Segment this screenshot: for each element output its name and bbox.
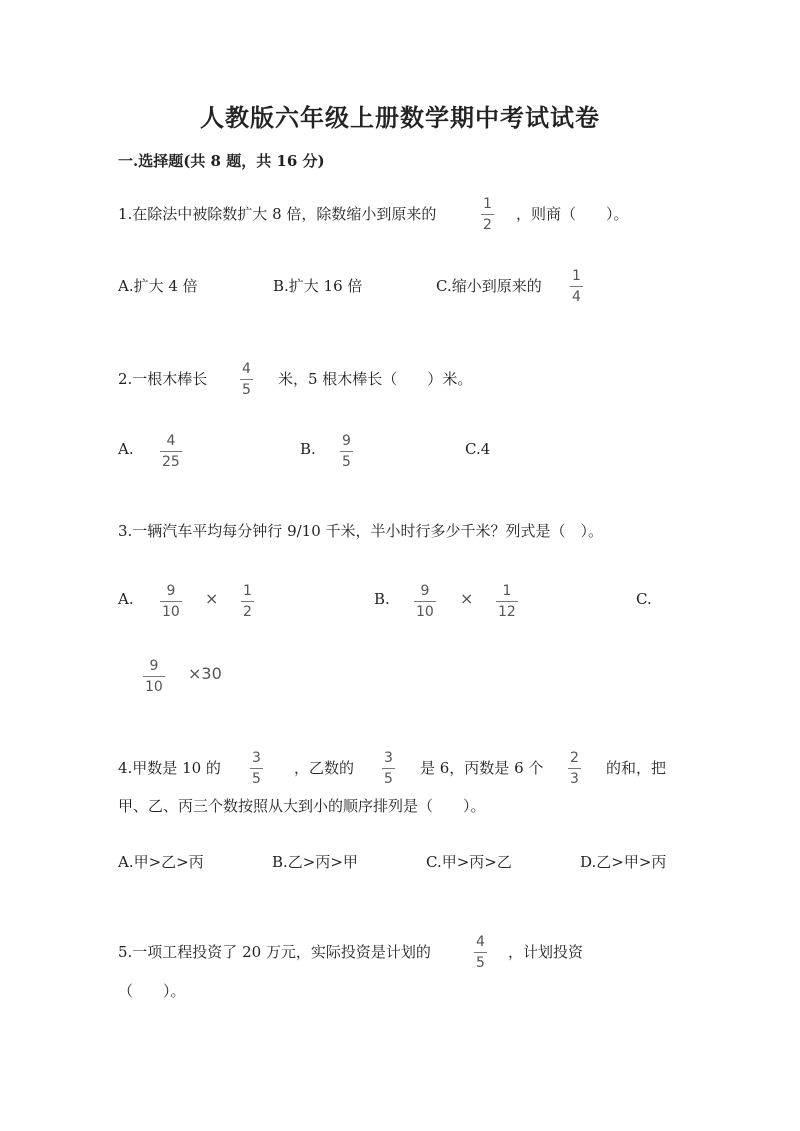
q4-fraction-2 bbox=[382, 751, 395, 786]
q1-frac-den: 2 bbox=[481, 214, 494, 232]
q4-text-b: ，乙数的 bbox=[294, 759, 355, 777]
q3-option-c[interactable]: C. bbox=[636, 590, 652, 608]
q2-optb-num: 9 bbox=[342, 433, 351, 449]
q4-option-a[interactable]: A.甲>乙>丙 bbox=[118, 853, 204, 871]
page-title: 人教版六年级上册数学期中考试试卷 bbox=[200, 103, 600, 132]
q1-option-c[interactable]: C.缩小到原来的 bbox=[436, 277, 542, 295]
q5-fraction bbox=[474, 935, 487, 970]
q4-frac3-num: 2 bbox=[570, 750, 579, 766]
q3-option-a-times: × bbox=[205, 589, 219, 608]
q4-text-a: 4.甲数是 10 的 bbox=[118, 759, 221, 777]
q3-optc-den: 10 bbox=[143, 676, 165, 694]
q1-frac-num: 1 bbox=[483, 196, 492, 212]
q5-frac-num: 4 bbox=[476, 934, 485, 950]
q3-opta-num2: 1 bbox=[243, 583, 252, 599]
q3-option-a[interactable]: A. bbox=[118, 590, 134, 608]
q3-option-c-fraction bbox=[143, 659, 165, 694]
q3-option-a-fraction-2 bbox=[241, 584, 254, 619]
q2-frac-den: 5 bbox=[240, 379, 253, 397]
q4-option-c[interactable]: C.甲>丙>乙 bbox=[426, 853, 512, 871]
q1-optc-num: 1 bbox=[572, 268, 581, 284]
q3-opta-den1: 10 bbox=[160, 601, 182, 619]
q1-text-a: 1.在除法中被除数扩大 8 倍，除数缩小到原来的 bbox=[118, 205, 437, 223]
q1-option-b[interactable]: B.扩大 16 倍 bbox=[273, 277, 363, 295]
q1-option-c-fraction bbox=[570, 269, 583, 304]
section-heading: 一.选择题(共 8 题，共 16 分) bbox=[118, 152, 325, 170]
q2-fraction bbox=[240, 362, 253, 397]
q2-option-a[interactable]: A. bbox=[118, 440, 134, 458]
q3-optb-den1: 10 bbox=[414, 601, 436, 619]
q2-frac-num: 4 bbox=[242, 361, 251, 377]
q3-text: 3.一辆汽车平均每分钟行 9/10 千米，半小时行多少千米？列式是（ ）。 bbox=[118, 522, 604, 540]
q4-frac3-den: 3 bbox=[568, 768, 581, 786]
q3-option-a-fraction-1 bbox=[160, 584, 182, 619]
q4-frac2-num: 3 bbox=[384, 750, 393, 766]
q2-optb-den: 5 bbox=[340, 451, 353, 469]
q3-option-b-times: × bbox=[460, 589, 474, 608]
q2-option-b-fraction bbox=[340, 434, 353, 469]
q2-opta-num: 4 bbox=[166, 433, 176, 449]
q5-line-2: （ ）。 bbox=[118, 982, 186, 1000]
q3-optc-num: 9 bbox=[149, 658, 159, 674]
q4-text-c: 是 6，丙数是 6 个 bbox=[420, 759, 544, 777]
q2-text-a: 2.一根木棒长 bbox=[118, 370, 208, 388]
q1-text-b: ，则商（ ）。 bbox=[516, 205, 629, 223]
q3-optb-den2: 12 bbox=[496, 601, 518, 619]
q1-optc-den: 4 bbox=[570, 286, 583, 304]
q4-line-2: 甲、乙、丙三个数按照从大到小的顺序排列是（ ）。 bbox=[118, 797, 486, 815]
q5-frac-den: 5 bbox=[474, 952, 487, 970]
q3-option-b-fraction-1 bbox=[414, 584, 436, 619]
q4-frac1-num: 3 bbox=[252, 750, 261, 766]
q3-opta-num1: 9 bbox=[166, 583, 176, 599]
q2-text-b: 米，5 根木棒长（ ）米。 bbox=[278, 370, 473, 388]
q3-optb-num1: 9 bbox=[420, 583, 430, 599]
q2-option-a-fraction bbox=[160, 434, 182, 469]
q2-opta-den: 25 bbox=[160, 451, 182, 469]
q1-fraction bbox=[481, 197, 494, 232]
q3-option-b[interactable]: B. bbox=[374, 590, 390, 608]
q3-option-c-tail: ×30 bbox=[188, 664, 222, 683]
q3-option-b-fraction-2 bbox=[496, 584, 518, 619]
q4-frac1-den: 5 bbox=[250, 768, 263, 786]
q4-option-b[interactable]: B.乙>丙>甲 bbox=[272, 853, 358, 871]
q1-option-a[interactable]: A.扩大 4 倍 bbox=[118, 277, 198, 295]
q2-option-b[interactable]: B. bbox=[300, 440, 316, 458]
q4-text-d: 的和，把 bbox=[606, 759, 667, 777]
q3-optb-num2: 1 bbox=[502, 583, 512, 599]
q4-option-d[interactable]: D.乙>甲>丙 bbox=[580, 853, 667, 871]
q2-option-c[interactable]: C.4 bbox=[465, 440, 491, 458]
q5-text-a: 5.一项工程投资了 20 万元，实际投资是计划的 bbox=[118, 943, 431, 961]
q3-opta-den2: 2 bbox=[241, 601, 254, 619]
q4-frac2-den: 5 bbox=[382, 768, 395, 786]
q5-text-b: ，计划投资 bbox=[508, 943, 584, 961]
q4-fraction-3 bbox=[568, 751, 581, 786]
q4-fraction-1 bbox=[250, 751, 263, 786]
